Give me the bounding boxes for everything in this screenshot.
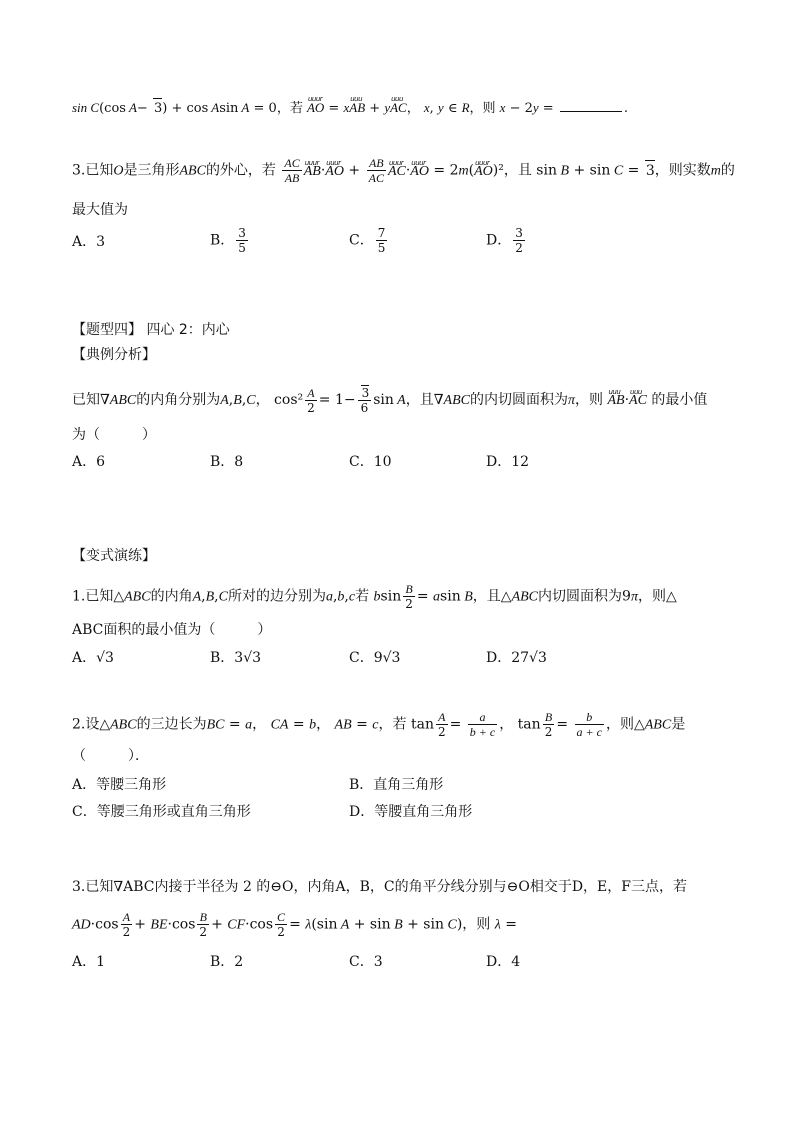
q3-outer-option-b[interactable]: B． $\frac{3}{5}$	[210, 226, 246, 255]
practice-q2-stem: 2.设△ABC的三边长为BC = a， CA = b， AB = c，若 tan $\frac{A}{2}$ = $\frac{a}{b + c}$ ， tan $\frac{B}{2}$ = $\frac{b}{a + c}$ ，则△ABC是	[72, 710, 686, 739]
practice-q2-stem-cont: （ ）．	[72, 748, 149, 764]
practice-q3-option-a[interactable]: A．1	[72, 954, 106, 970]
practice-q3-option-d[interactable]: D．4	[486, 954, 521, 970]
example-option-c[interactable]: C．10	[349, 454, 392, 470]
prev-question-fragment: sin C(cos A− 3) + cos Asin A = 0，若 uuur AO = xuuu AB + yuuu AC， x, y ∈ R，则 x − 2y = .	[72, 98, 628, 119]
practice-q3-stem: 3.已知∇ABC内接于半径为 2 的⊖O，内角A，B，C的角平分线分别与⊖O相交于D，E，F三点，若	[72, 879, 687, 895]
example-option-b[interactable]: B．8	[210, 454, 244, 470]
section-title: 【题型四】 四心 2：内心	[72, 322, 230, 338]
q3-outer-option-d[interactable]: D． $\frac{3}{2}$	[486, 226, 523, 255]
example-option-d[interactable]: D．12	[486, 454, 530, 470]
example-option-a[interactable]: A．6	[72, 454, 106, 470]
example-heading: 【典例分析】	[72, 347, 156, 363]
practice-q2-option-b[interactable]: B．直角三角形	[349, 777, 444, 793]
practice-q3-option-b[interactable]: B．2	[210, 954, 244, 970]
practice-q1-stem-cont: ABC面积的最小值为（ ）	[72, 622, 272, 638]
practice-q1-option-d[interactable]: D．27√3	[486, 650, 547, 666]
q3-outer-option-a[interactable]: A．3	[72, 234, 106, 250]
practice-q2-option-a[interactable]: A．等腰三角形	[72, 777, 167, 793]
practice-q2-option-c[interactable]: C．等腰三角形或直角三角形	[72, 804, 251, 820]
example-stem-cont: 为（ ）	[72, 427, 156, 443]
practice-heading: 【变式演练】	[72, 548, 156, 564]
q3-outer-option-c[interactable]: C． $\frac{7}{5}$	[349, 226, 386, 255]
practice-q3-formula: AD·cos $\frac{A}{2}$ + BE·cos $\frac{B}{2}$ + CF·cos $\frac{C}{2}$ = λ(sin A + sin B + sin C)，则 λ =	[72, 910, 517, 939]
q3-outer-stem-cont: 最大值为	[72, 202, 128, 218]
example-stem: 已知∇ABC的内角分别为A,B,C， cos² $\frac{A}{2}$ = 1− $\frac{3}{6}$ sin A，且∇ABC的内切圆面积为π，则 uuu AB·uuu AC 的最小值	[72, 385, 707, 415]
practice-q1-option-b[interactable]: B．3√3	[210, 650, 262, 666]
practice-q2-option-d[interactable]: D．等腰直角三角形	[349, 804, 473, 820]
practice-q1-option-a[interactable]: A．√3	[72, 650, 114, 666]
q3-outer-stem: 3.已知O是三角形ABC的外心，若 $\frac{AC}{AB}$ uuur AB·uuur AO + $\frac{AB}{AC}$ uuur AC·uuur AO = 2m(uuur AO)²，且 sin B + sin C = 3，则实数m的	[72, 156, 735, 185]
practice-q1-stem: 1.已知△ABC的内角A,B,C所对的边分别为a,b,c若 bsin $\frac{B}{2}$ = asin B，且△ABC内切圆面积为9π，则△	[72, 582, 677, 611]
practice-q3-option-c[interactable]: C．3	[349, 954, 383, 970]
practice-q1-option-c[interactable]: C．9√3	[349, 650, 401, 666]
